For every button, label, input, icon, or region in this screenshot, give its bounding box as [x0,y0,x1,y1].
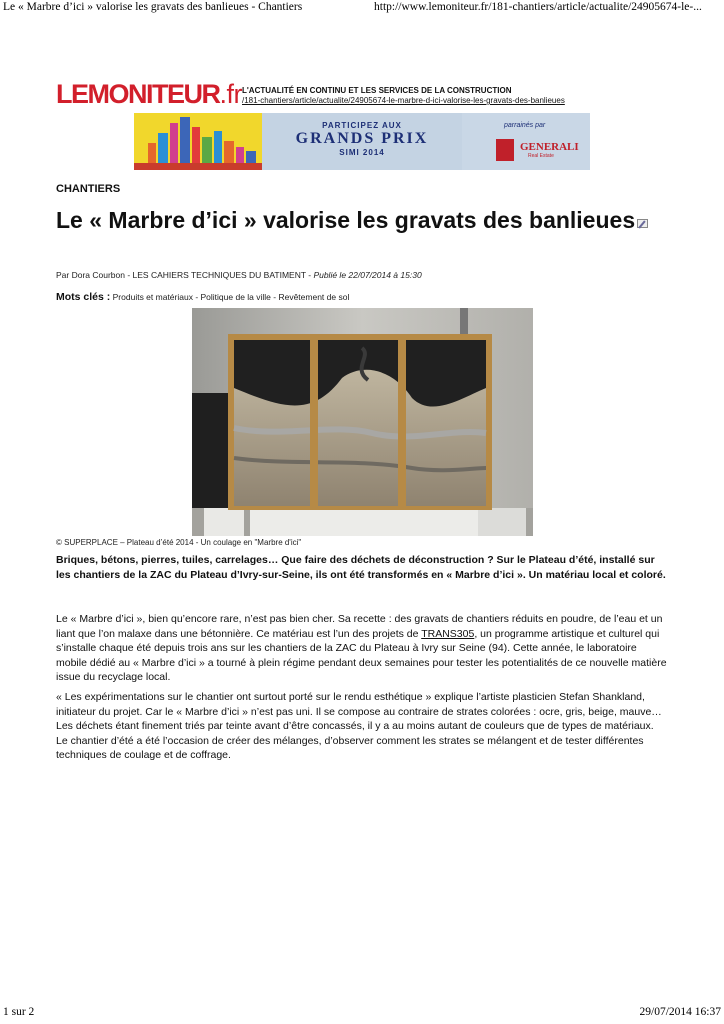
trans305-link[interactable]: TRANS305 [421,627,475,640]
banner-city-illustration [134,113,262,170]
sponsor-sub: Real Estate [528,153,554,159]
print-datetime: 29/07/2014 16:37 [639,1006,721,1018]
keywords-list[interactable]: Produits et matériaux - Politique de la ville - Revêtement de sol [112,292,350,302]
print-page-title: Le « Marbre d’ici » valorise les gravats des banlieues - Chantiers [3,1,303,13]
article-paragraph-2: « Les expérimentations sur le chantier ont surtout porté sur le rendu esthétique » explique l’artiste plasticien Stefan Shankland, initiateur du projet. Car le « Marbre d’ici » n’est pas uni. Il se compose au contraire de strates colorées : ocre, gris, beige, mauve… Les déchets étant finement triés par teinte avant d’être concassés, il y a au moins autant de couleurs que de types de matériaux. Le chantier d’été a été l’occasion de créer des mélanges, d’observer comment les strates se mélangent et de tester différentes techniques de coulage et de coffrage. [56,691,662,761]
banner-main-text [262,113,462,170]
site-logo[interactable]: LEMONITEUR.fr [56,79,243,109]
marbre-casting-photo [192,308,533,536]
print-header [0,0,724,16]
article-url-path[interactable]: /181-chantiers/article/actualite/24905674-le-marbre-d-ici-valorise-les-gravats-des-banlieues [242,96,565,105]
sponsor-intro: parrainés par [504,122,546,129]
edit-icon[interactable] [637,219,648,228]
article-paragraph-1: Le « Marbre d’ici », bien qu’encore rare, n’est pas bien cher. Sa recette : des gravats de chantiers réduits en poudre, de l’eau et un liant que l’on malaxe dans une bétonnière. Ce matériau est l’un des projets de TRANS305, un programme artistique et culturel qui s’installe chaque été depuis trois ans sur les chantiers de la ZAC du Plateau à Ivry sur Seine (94). Cette année, le laboratoire mobile dédié au « Marbre d’ici » a tourné à plein régime pendant deux semaines pour tester les potentialités de ce nouvelle matière issue du recyclage local. [56,613,667,683]
article-byline [56,270,422,280]
article-lead: Briques, bétons, pierres, tuiles, carrelages… Que faire des déchets de déconstruction ? Sur le Plateau d’été, installé sur les chantiers de la ZAC du Plateau d’Ivry-sur-Seine, ils ont été transformés en « Marbre d’ici ». Un matériau local et coloré. [56,554,666,581]
section-label[interactable]: CHANTIERS [56,183,121,195]
banner-line-3: SIMI 2014 [339,148,385,157]
banner-line-2: GRANDS PRIX [295,130,429,147]
masthead [56,80,656,110]
print-page-url: http://www.lemoniteur.fr/181-chantiers/article/actualite/24905674-le-... [374,1,702,13]
print-page-number: 1 sur 2 [3,1006,35,1018]
banner-line-1: PARTICIPEZ AUX [322,121,402,130]
sponsor-name: GENERALI [520,141,579,153]
masthead-text [242,86,565,106]
publish-date: Publié le 22/07/2014 à 15:30 [313,270,422,280]
keywords-label: Mots clés : [56,291,111,303]
site-tagline: L'ACTUALITÉ EN CONTINU ET LES SERVICES DE LA CONSTRUCTION [242,86,512,95]
photo-caption: © SUPERPLACE – Plateau d’été 2014 - Un coulage en "Marbre d'ici" [56,538,302,547]
article-keywords [56,291,349,303]
print-footer [0,1006,724,1022]
sponsor-logo-icon [496,139,514,161]
article-photo [192,308,533,536]
city-skyline-icon [134,113,262,170]
byline-author: Par Dora Courbon - LES CAHIERS TECHNIQUES DU BATIMENT - [56,270,314,280]
ad-banner[interactable] [134,113,590,170]
article-title: Le « Marbre d’ici » valorise les gravats des banlieues [56,206,656,235]
banner-sponsor [462,113,590,170]
